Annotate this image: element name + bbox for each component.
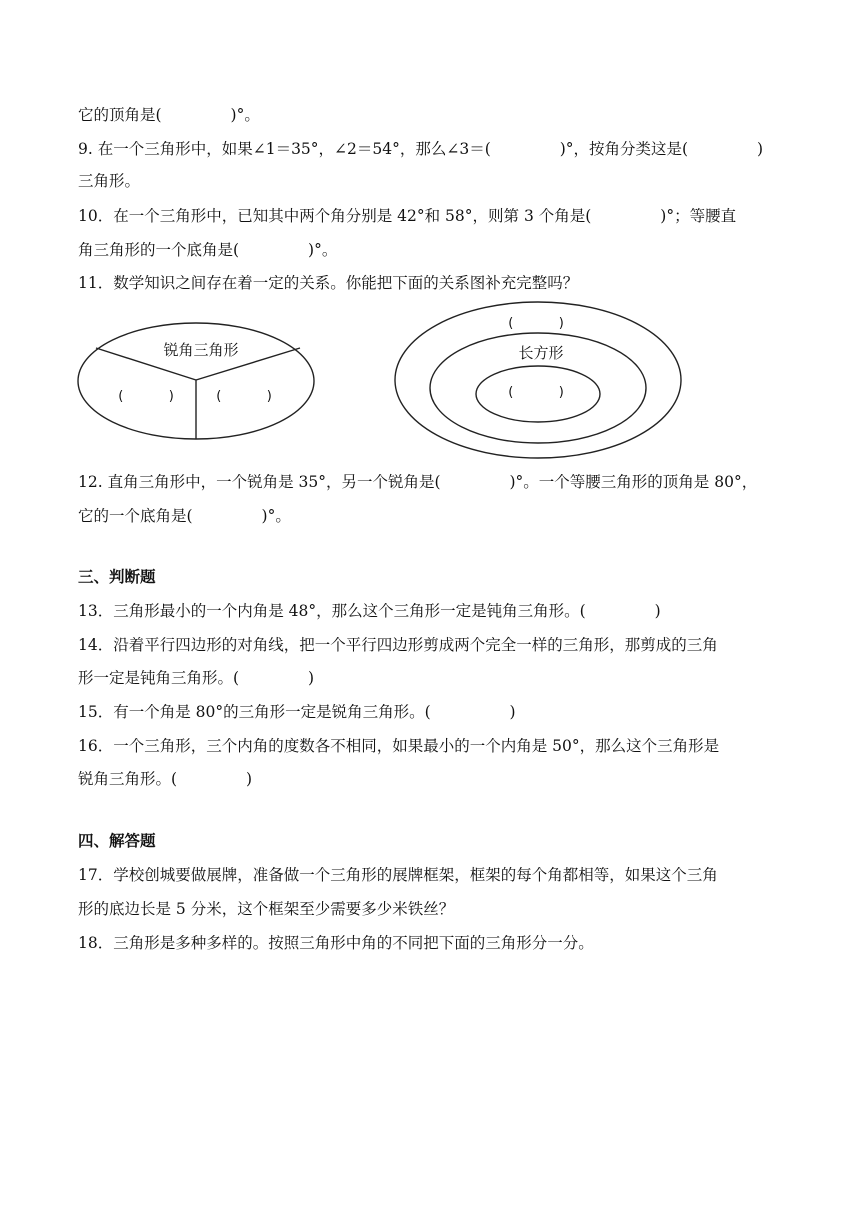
question-11: 11．数学知识之间存在着一定的关系。你能把下面的关系图补充完整吗？ xyxy=(78,274,579,292)
question-14-line1: 14．沿着平行四边形的对角线，把一个平行四边形剪成两个完全一样的三角形，那剪成的三角 xyxy=(78,636,718,654)
question-15: 15．有一个角是 80°的三角形一定是锐角三角形。( ) xyxy=(78,703,516,721)
question-12-line1: 12. 直角三角形中，一个锐角是 35°，另一个锐角是( )°。一个等腰三角形的顶角是 80°， xyxy=(78,473,758,491)
diagram2-outer-blank: ( ) xyxy=(508,316,564,331)
section-4-heading: 四、解答题 xyxy=(78,832,156,850)
question-17-line1: 17．学校创城要做展牌，准备做一个三角形的展牌框架，框架的每个角都相等，如果这个三角 xyxy=(78,866,718,884)
question-13: 13．三角形最小的一个内角是 48°，那么这个三角形一定是钝角三角形。( ) xyxy=(78,602,661,620)
question-10-line1: 10．在一个三角形中，已知其中两个角分别是 42°和 58°，则第 3 个角是( )°；等腰直 xyxy=(78,207,737,225)
q8-continuation: 它的顶角是( )°。 xyxy=(78,106,260,124)
question-14-line2: 形一定是钝角三角形。( ) xyxy=(78,669,315,687)
question-10-line2: 角三角形的一个底角是( )°。 xyxy=(78,241,338,259)
question-17-line2: 形的底边长是 5 分米，这个框架至少需要多少米铁丝？ xyxy=(78,900,455,918)
relation-diagram-quadrilaterals xyxy=(393,300,695,460)
diagram2-inner-blank: ( ) xyxy=(508,385,564,400)
section-3-heading: 三、判断题 xyxy=(78,568,156,586)
diagram1-left-blank: ( ) xyxy=(118,389,174,404)
diagram1-top-label: 锐角三角形 xyxy=(163,341,239,359)
question-16-line1: 16．一个三角形，三个内角的度数各不相同，如果最小的一个内角是 50°，那么这个三角形是 xyxy=(78,737,720,755)
question-12-line2: 它的一个底角是( )°。 xyxy=(78,507,291,525)
diagram2-middle-label: 长方形 xyxy=(518,344,564,362)
question-9-line2: 三角形。 xyxy=(78,172,141,190)
diagram1-right-blank: ( ) xyxy=(216,389,272,404)
relation-diagram-triangles xyxy=(76,318,320,444)
question-16-line2: 锐角三角形。( ) xyxy=(78,770,253,788)
question-9-line1: 9. 在一个三角形中，如果∠1＝35°，∠2＝54°，那么∠3＝( )°，按角分类这是( ) xyxy=(78,140,764,158)
question-18: 18．三角形是多种多样的。按照三角形中角的不同把下面的三角形分一分。 xyxy=(78,934,594,952)
